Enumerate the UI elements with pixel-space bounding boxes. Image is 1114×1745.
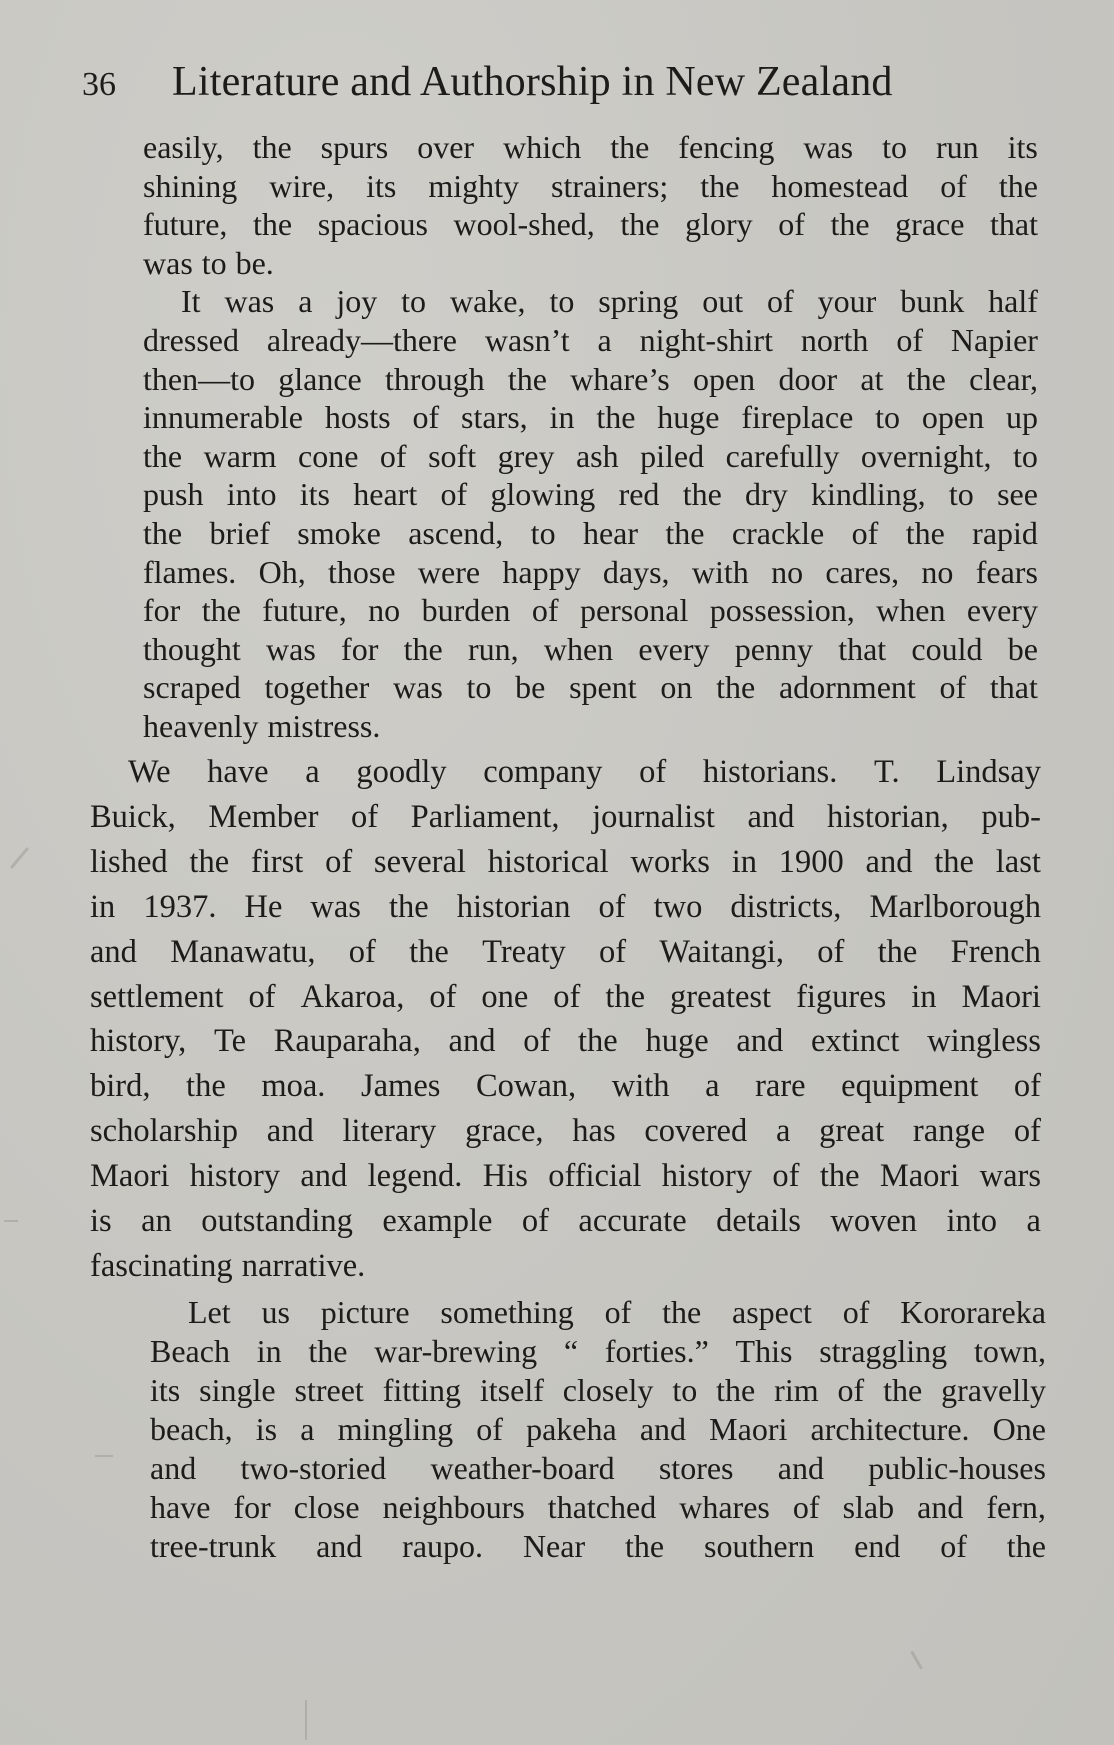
- paper-speck: [4, 1220, 18, 1222]
- text-line: was to be.: [143, 244, 274, 281]
- text-line: beach, is a mingling of pakeha and Maori architecture. One: [150, 1411, 1046, 1447]
- paper-speck: [10, 847, 29, 869]
- text-line: the brief smoke ascend, to hear the crackle of the rapid: [143, 514, 1038, 551]
- text-line: easily, the spurs over which the fencing was to run its: [143, 129, 1038, 165]
- text-line: shining wire, its mighty strainers; the homestead of the: [143, 167, 1038, 204]
- text-line: Let us picture something of the aspect of Kororareka: [188, 1294, 1046, 1330]
- text-line: the warm cone of soft grey ash piled carefully overnight, to: [143, 437, 1038, 474]
- text-line: Maori history and legend. His official history of the Maori wars: [90, 1158, 1041, 1195]
- text-line: tree-trunk and raupo. Near the southern end of the: [150, 1528, 1046, 1564]
- page-number: 36: [82, 66, 116, 103]
- paper-speck: [910, 1651, 923, 1670]
- text-line: Buick, Member of Parliament, journalist and historian, pub-: [90, 798, 1041, 835]
- quote-block-1: [143, 128, 1038, 746]
- text-line: and Manawatu, of the Treaty of Waitangi, of the French: [90, 933, 1041, 970]
- quote-block-2: [150, 1293, 1046, 1566]
- text-line: scraped together was to be spent on the adornment of that: [143, 669, 1038, 706]
- text-line: Beach in the war-brewing “ forties.” This straggling town,: [150, 1333, 1046, 1369]
- text-line: flames. Oh, those were happy days, with no cares, no fears: [143, 553, 1038, 590]
- book-title: Literature and Authorship in New Zealand: [172, 59, 893, 105]
- text-line: push into its heart of glowing red the dry kindling, to see: [143, 476, 1038, 513]
- text-line: innumerable hosts of stars, in the huge fireplace to open up: [143, 399, 1038, 436]
- text-line: dressed already—there wasn’t a night-shirt north of Napier: [143, 321, 1038, 358]
- text-line: is an outstanding example of accurate details woven into a: [90, 1203, 1041, 1240]
- text-line: bird, the moa. James Cowan, with a rare equipment of: [90, 1068, 1041, 1105]
- text-line: its single street fitting itself closely to the rim of the gravelly: [150, 1372, 1046, 1408]
- text-line: thought was for the run, when every penny that could be: [143, 630, 1038, 667]
- text-line: then—to glance through the whare’s open door at the clear,: [143, 360, 1038, 397]
- text-line: It was a joy to wake, to spring out of your bunk half: [181, 283, 1038, 320]
- text-line: scholarship and literary grace, has covered a great range of: [90, 1113, 1041, 1150]
- text-line: settlement of Akaroa, of one of the greatest figures in Maori: [90, 978, 1041, 1015]
- paper-speck: [305, 1700, 307, 1740]
- text-line: for the future, no burden of personal possession, when every: [143, 592, 1038, 629]
- text-line: lished the first of several historical works in 1900 and the last: [90, 843, 1041, 880]
- body-paragraph: [90, 750, 1041, 1289]
- text-line: heavenly mistress.: [143, 707, 381, 744]
- paper-speck: [95, 1455, 113, 1457]
- text-line: history, Te Rauparaha, and of the huge and extinct wingless: [90, 1023, 1041, 1060]
- text-line: We have a goodly company of historians. T. Lindsay: [128, 754, 1041, 790]
- running-head: [82, 52, 962, 112]
- text-line: future, the spacious wool-shed, the glory of the grace that: [143, 206, 1038, 243]
- text-line: fascinating narrative.: [90, 1247, 366, 1284]
- text-line: have for close neighbours thatched whares of slab and fern,: [150, 1489, 1046, 1525]
- text-line: and two-storied weather-board stores and public-houses: [150, 1450, 1046, 1486]
- text-line: in 1937. He was the historian of two districts, Marlborough: [90, 888, 1041, 925]
